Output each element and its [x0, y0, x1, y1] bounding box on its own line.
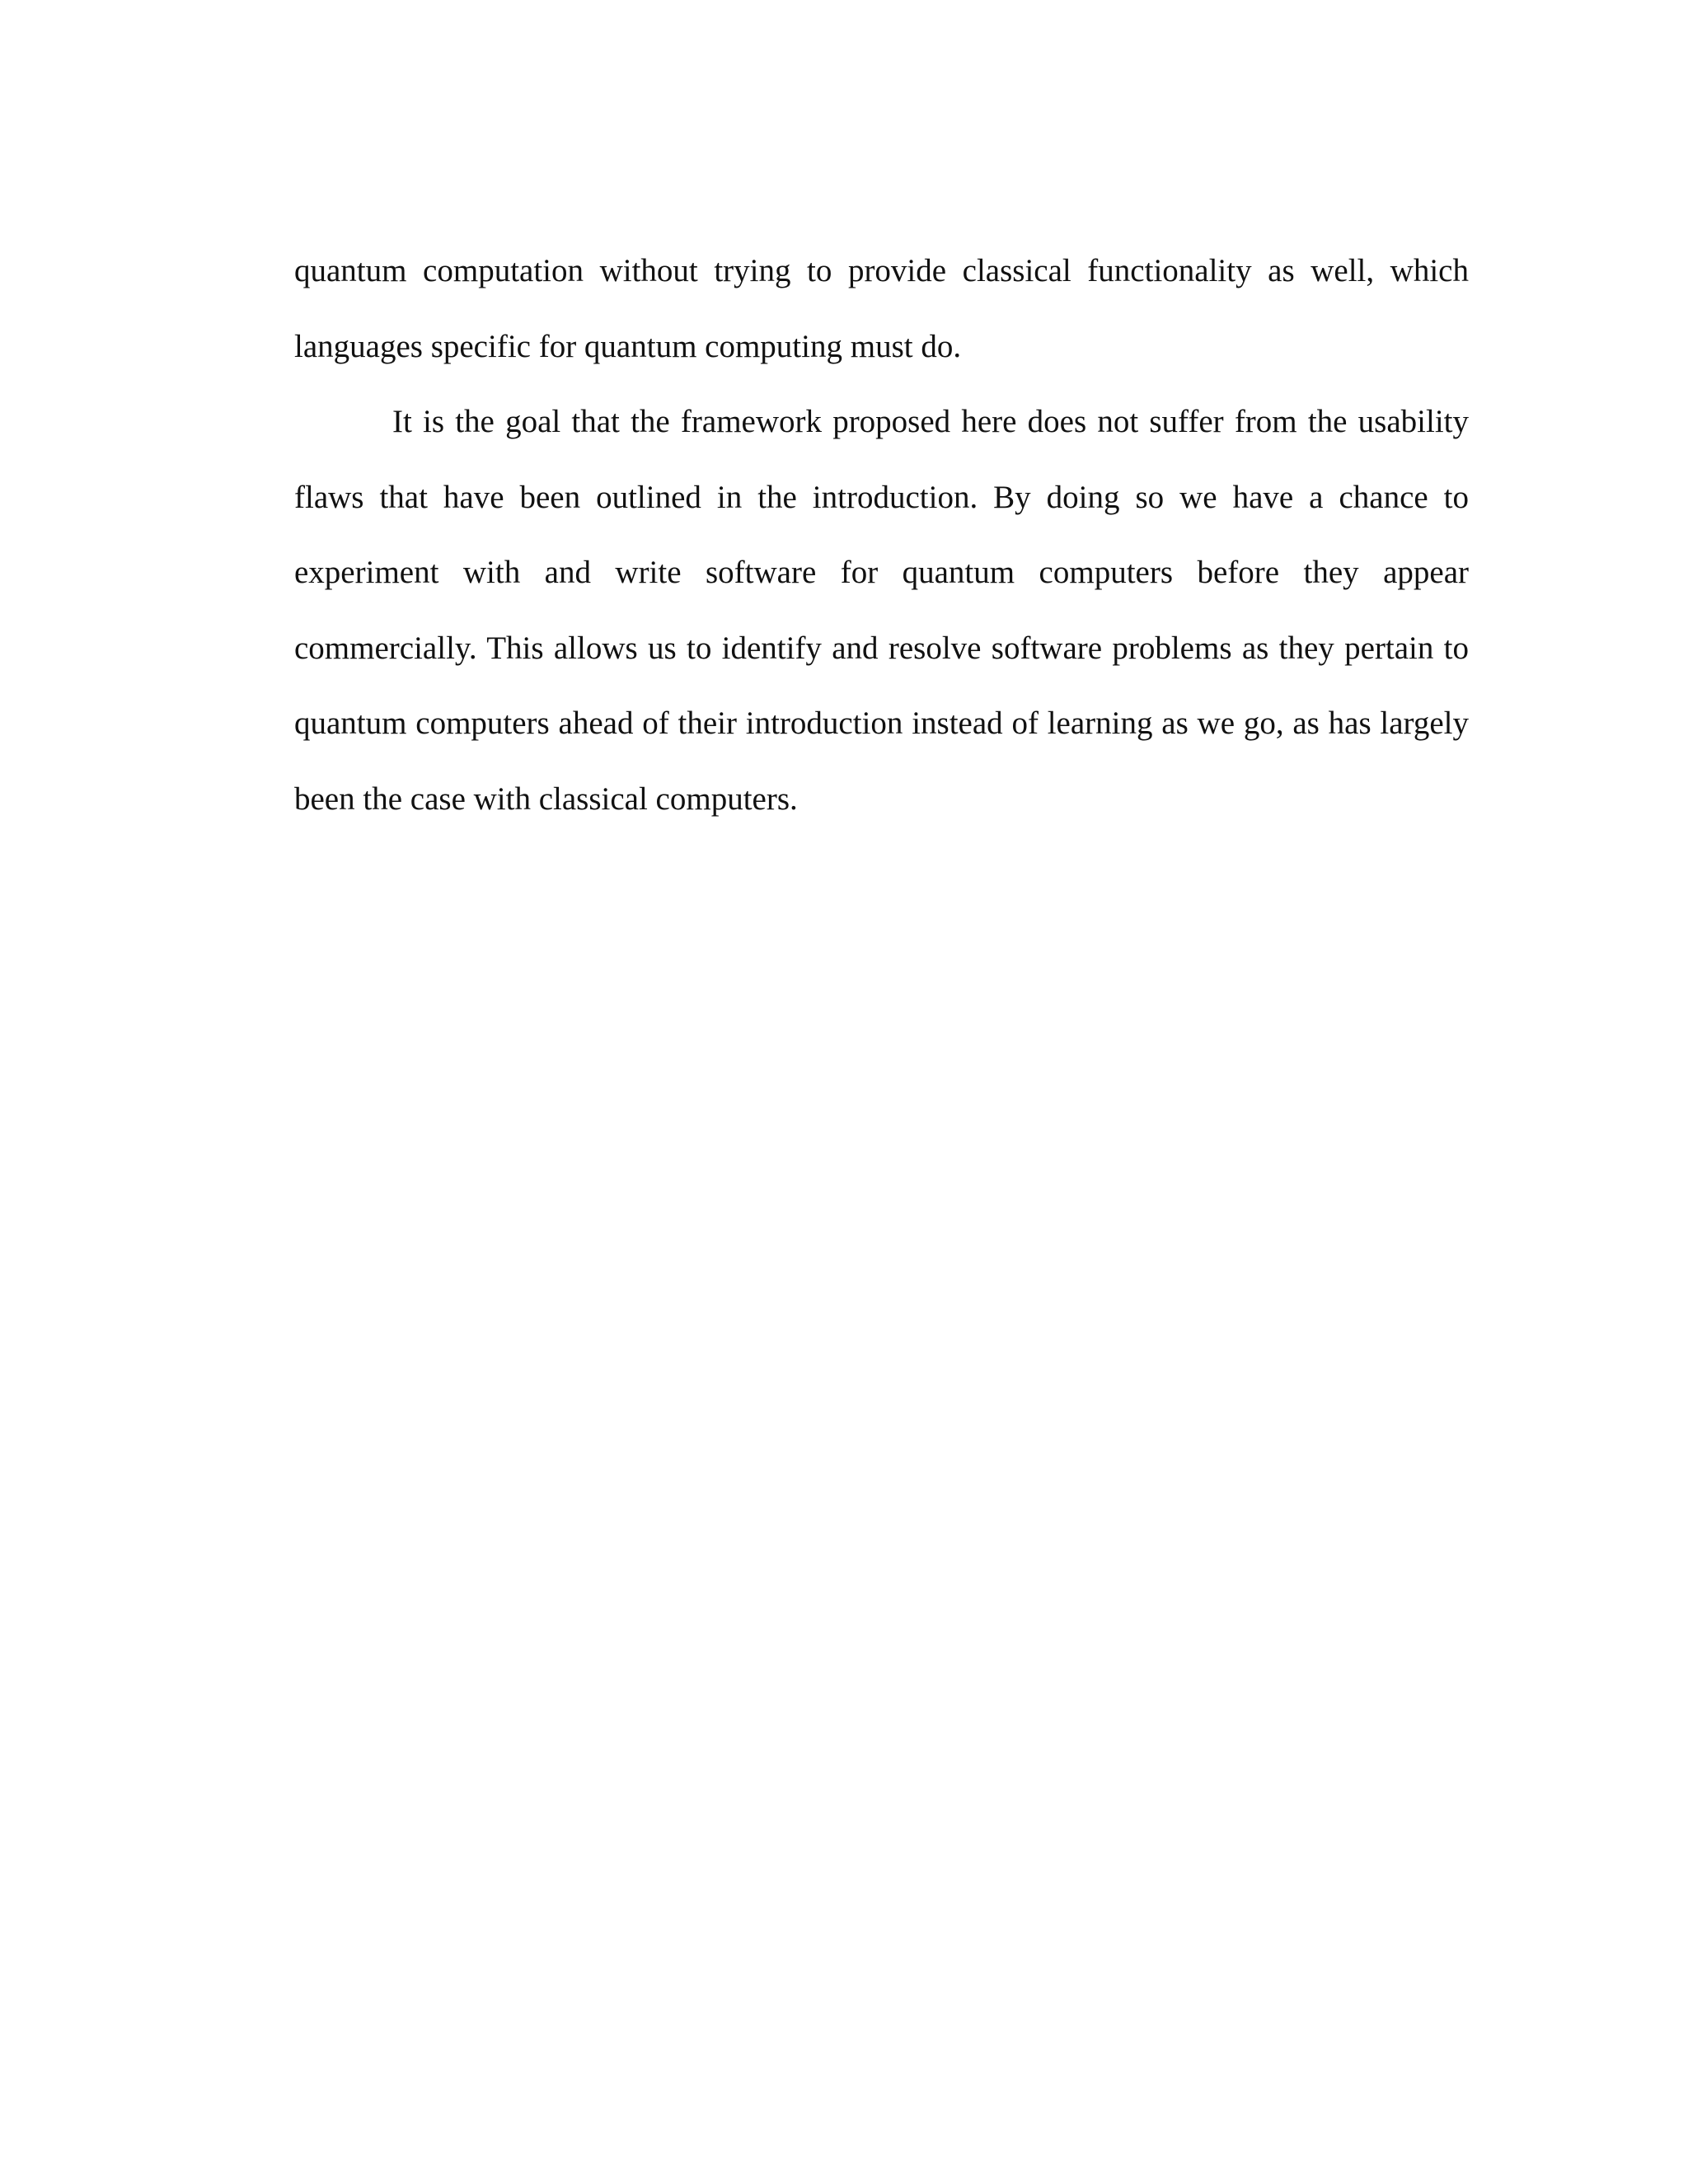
paragraph-continuation: quantum computation without trying to provide classical functionality as well, which languages specific for quantum computing must do.	[294, 253, 1469, 364]
paragraph-goal: It is the goal that the framework proposed here does not suffer from the usability flaws that have been outlined in the introduction. By doing so we have a chance to experiment with and write software for quantum computers before they appear commercially. This allows us to identify and resolve software problems as they pertain to quantum computers ahead of their introduction instead of learning as we go, as has largely been the case with classical computers.	[294, 404, 1469, 817]
body-text	[294, 233, 1469, 837]
